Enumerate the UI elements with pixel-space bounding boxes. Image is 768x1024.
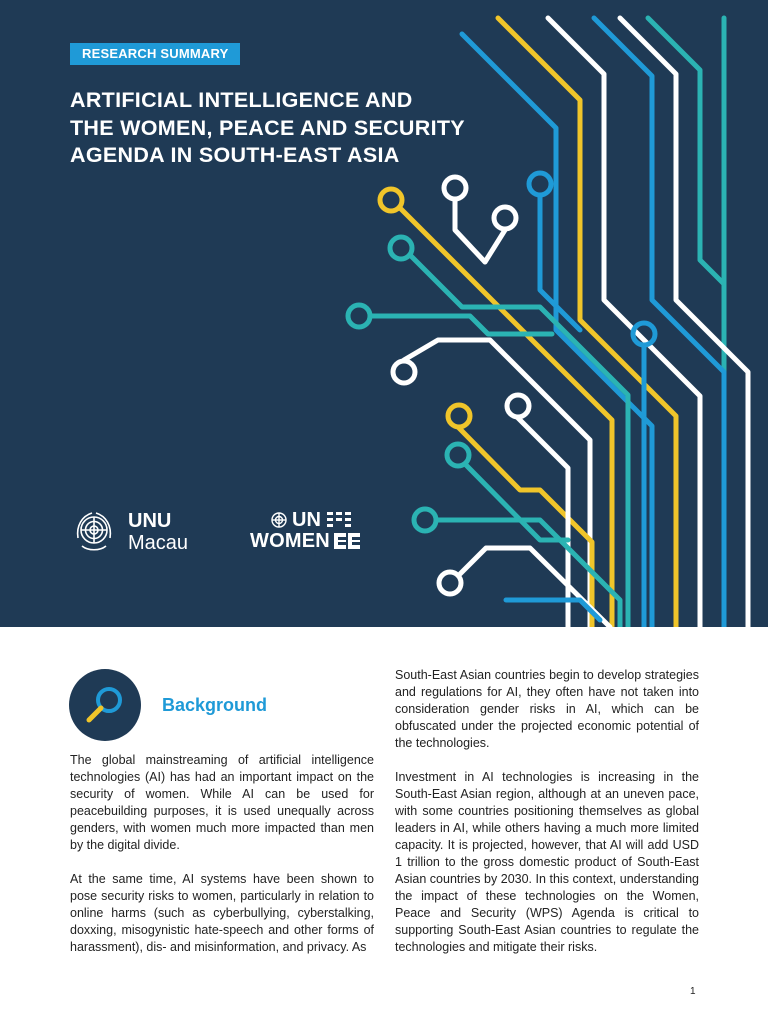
women-text: WOMEN: [250, 530, 330, 552]
paragraph: At the same time, AI systems have been shown to pose security risks to women, particularly in relation to online harms (such as cyberbullying, cyberstalking, doxxing, misogynistic hate-speech and other forms of harassment), dis- and misinformation, and privacy. As: [70, 872, 374, 954]
paragraph: The global mainstreaming of artificial intelligence technologies (AI) has had an important impact on the security of women. While AI can be used for peacebuilding purposes, it is used unequally across genders, with women much more impacted than men by the digital divide.: [70, 753, 374, 852]
un-women-equal-icon: [334, 530, 364, 552]
title-line: THE WOMEN, PEACE AND SECURITY: [70, 115, 465, 140]
un-emblem-icon: [70, 510, 118, 554]
section-heading: Background: [162, 695, 268, 715]
macau-text: Macau: [128, 532, 189, 554]
un-women-symbol-icon: [325, 510, 355, 530]
title-line: ARTIFICIAL INTELLIGENCE AND: [70, 88, 413, 112]
magnifier-icon: [69, 669, 141, 741]
paragraph: Investment in AI technologies is increasing in the South-East Asian region, although at an uneven pace, with some countries positioning themselves as global leaders in AI, while others having a much more limited capacity. It is projected, however, that AI will add USD 1 trillion to the gross domestic product of South-East Asian countries by 2030. In this context, understanding the impact of these technologies on the Women, Peace and Security (WPS) Agenda is critical to supporting South-East Asian countries to regulate the technologies and mitigate their risks.: [395, 770, 699, 954]
un-emblem-small-icon: [250, 510, 290, 530]
right-text-column: [395, 667, 699, 973]
page-number: 1: [690, 986, 696, 997]
unu-macau-logo: [70, 510, 188, 554]
un-text: UN: [292, 509, 321, 531]
unu-text: UNU: [128, 510, 172, 532]
page-title: [70, 87, 540, 170]
report-type-tag: RESEARCH SUMMARY: [70, 43, 240, 65]
paragraph: South-East Asian countries begin to develop strategies and regulations for AI, they often have not taken into consideration gender risks in AI, which can be obfuscated under the projected economic potential of the technologies.: [395, 668, 699, 750]
left-text-column: [70, 752, 374, 973]
title-line: AGENDA IN SOUTH-EAST ASIA: [70, 143, 400, 167]
un-women-logo: [250, 510, 364, 550]
section-icon-badge: [69, 669, 141, 741]
